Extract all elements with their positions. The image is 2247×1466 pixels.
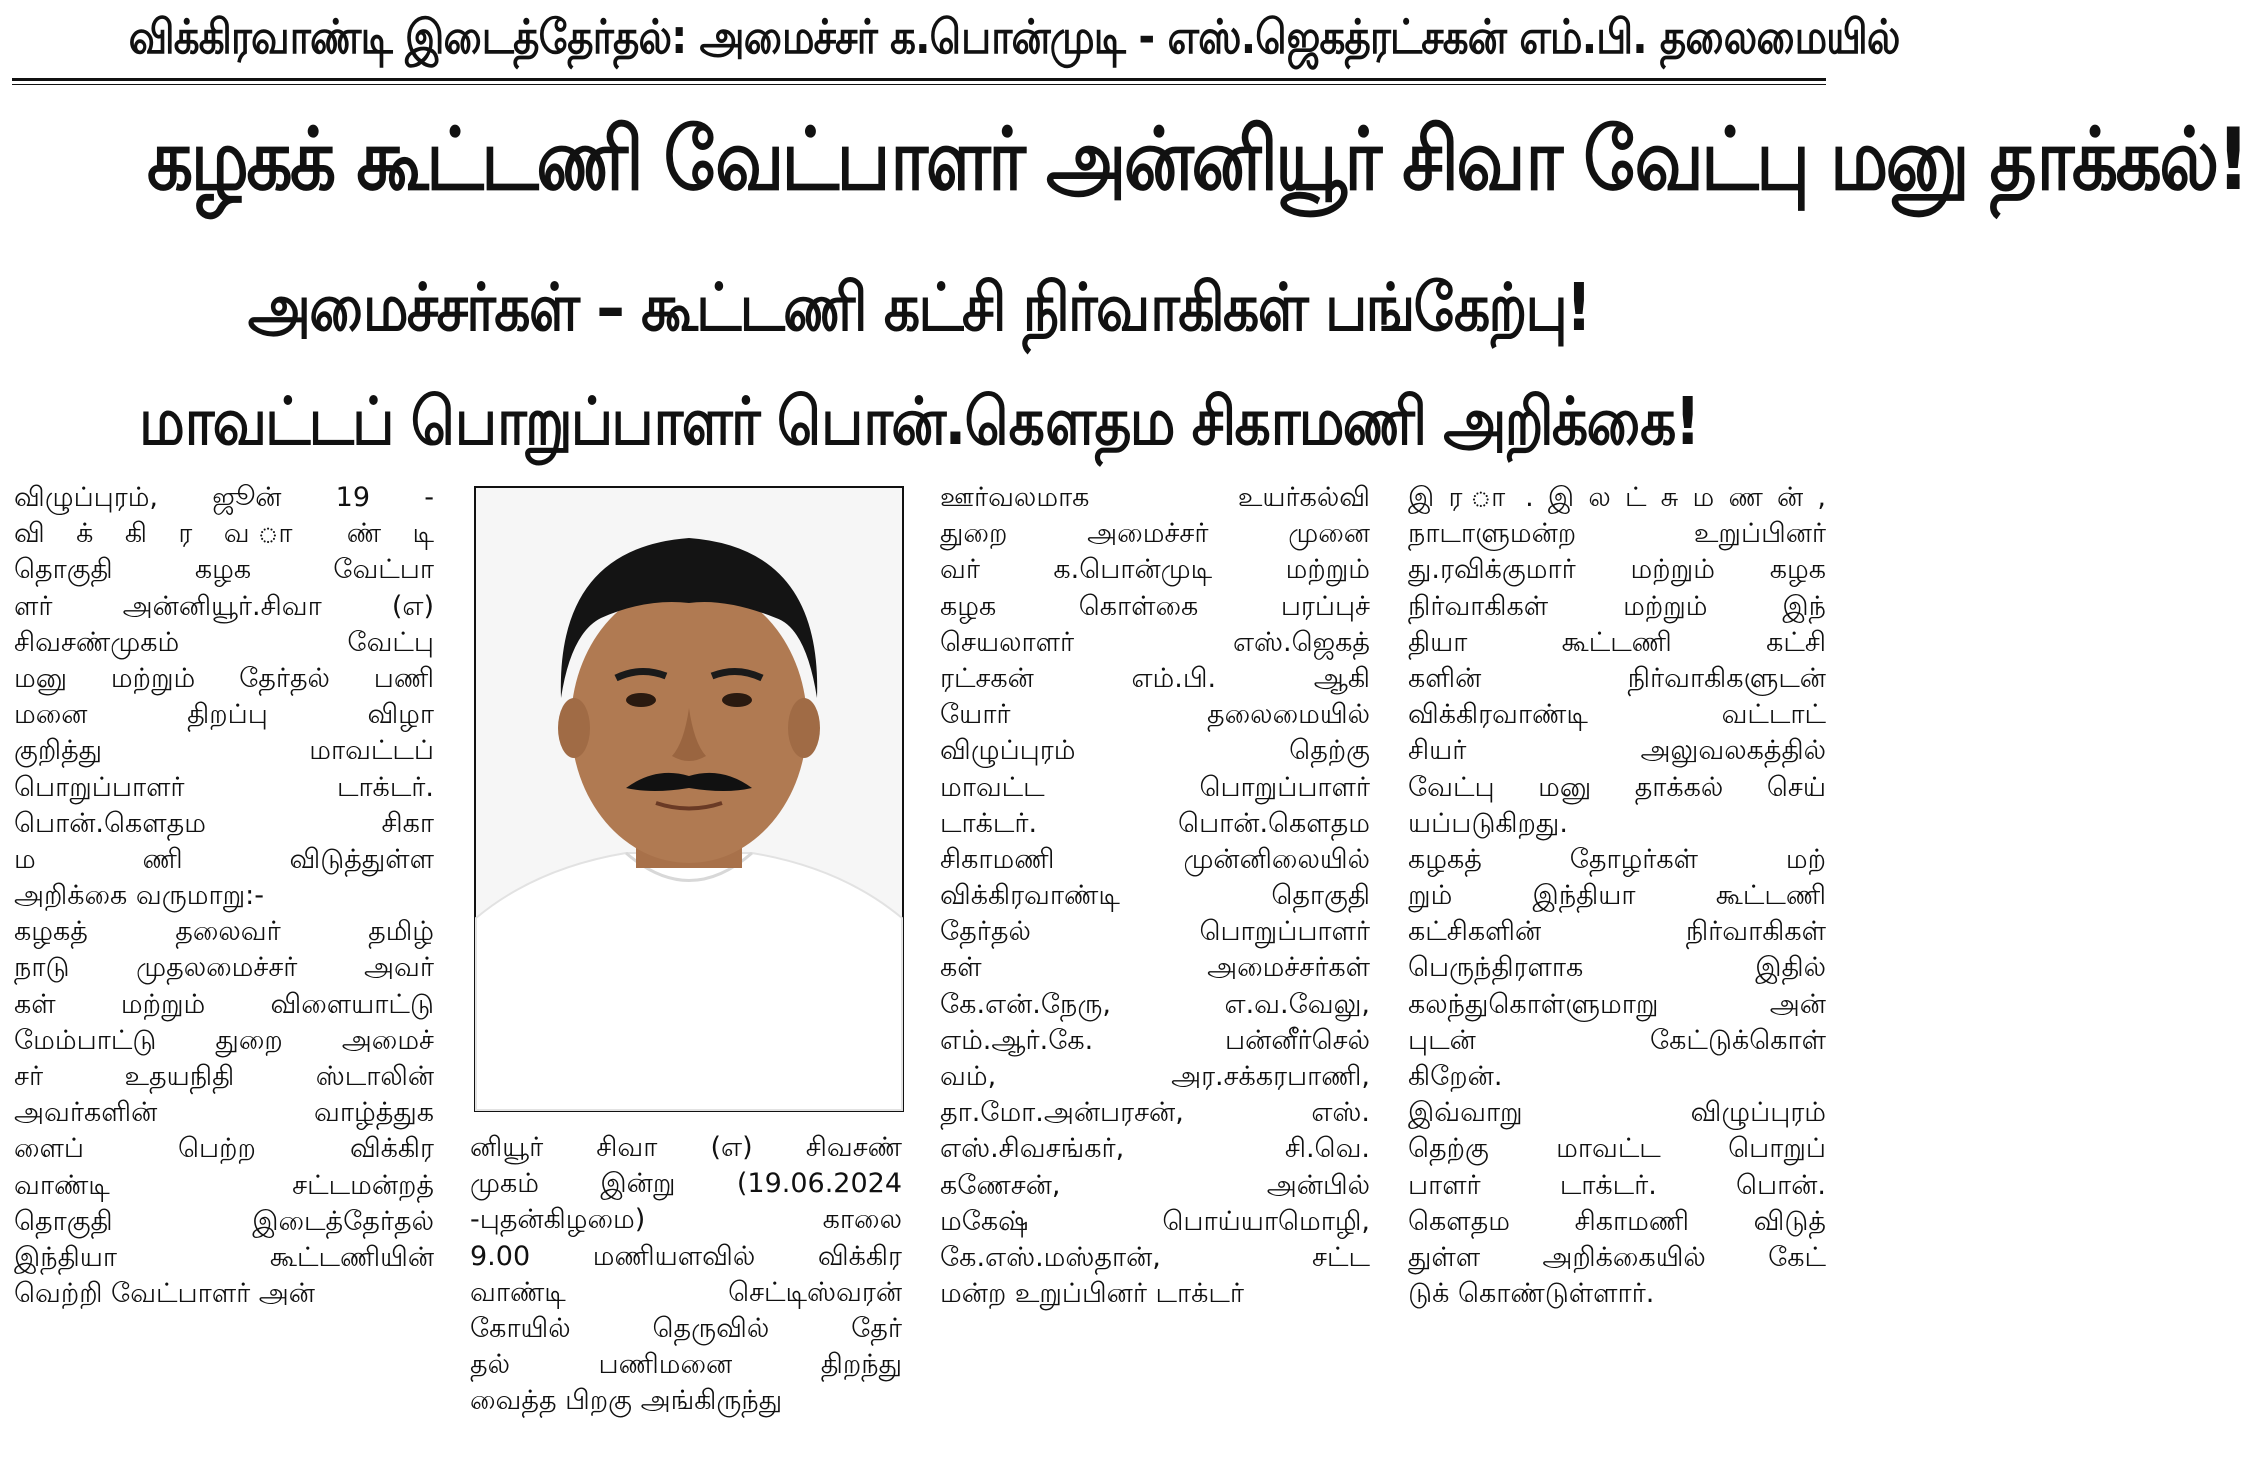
- text-line: புடன் கேட்டுக்கொள்: [1408, 1024, 1826, 1056]
- text-line: தொகுதி கழக வேட்பா: [14, 554, 434, 586]
- text-line: றும் இந்தியா கூட்டணி: [1408, 880, 1826, 912]
- text-line: சியர் அலுவலகத்தில்: [1408, 735, 1826, 767]
- text-line: குறித்து மாவட்டப்: [14, 735, 434, 767]
- text-line: விக்கிரவாண்டி வட்டாட்: [1408, 699, 1826, 731]
- text-line: இந்தியா கூட்டணியின்: [14, 1241, 434, 1273]
- text-line: நாடாளுமன்ற உறுப்பினர்: [1408, 518, 1826, 550]
- text-line: கட்சிகளின் நிர்வாகிகள்: [1408, 916, 1826, 948]
- text-line: ம ணி விடுத்துள்ள: [14, 843, 434, 875]
- text-line: எஸ்.சிவசங்கர், சி.வெ.: [940, 1133, 1370, 1165]
- text-line: கழகத் தோழர்கள் மற்: [1408, 843, 1826, 875]
- text-line: 9.00 மணியளவில் விக்கிர: [470, 1240, 902, 1272]
- article-column-3: [940, 480, 1370, 1312]
- text-line: வைத்த பிறகு அங்கிருந்து: [470, 1385, 783, 1417]
- text-line: மகேஷ் பொய்யாமொழி,: [940, 1205, 1370, 1237]
- text-line: விழுப்புரம், ஜூன் 19 -: [14, 482, 434, 513]
- text-line: கழக கொள்கை பரப்புச்: [940, 590, 1370, 622]
- text-line: தா.மோ.அன்பரசன், எஸ்.: [940, 1097, 1370, 1129]
- text-line: தேர்தல் பொறுப்பாளர்: [940, 916, 1370, 948]
- text-line: இவ்வாறு விழுப்புரம்: [1408, 1097, 1826, 1129]
- text-line: பொன்.கௌதம சிகா: [14, 807, 434, 839]
- text-line: மேம்பாட்டு துறை அமைச்: [14, 1024, 434, 1056]
- text-line: கழகத் தலைவர் தமிழ்: [14, 916, 434, 948]
- text-line: னியூர் சிவா (எ) சிவசண்: [470, 1132, 902, 1163]
- text-line: டாக்டர். பொன்.கௌதம: [940, 807, 1370, 839]
- article-column-1: [14, 480, 434, 1312]
- text-line: மனு மற்றும் தேர்தல் பணி: [14, 662, 434, 694]
- text-line: துள்ள அறிக்கையில் கேட்: [1408, 1241, 1826, 1273]
- candidate-photo: [474, 486, 904, 1112]
- text-line: துறை அமைச்சர் முனை: [940, 518, 1370, 550]
- text-line: தியா கூட்டணி கட்சி: [1408, 626, 1826, 658]
- text-line: வாண்டி செட்டிஸ்வரன்: [470, 1276, 902, 1308]
- text-line: நிர்வாகிகள் மற்றும் இந்: [1408, 590, 1826, 622]
- text-line: களின் நிர்வாகிகளுடன்: [1408, 662, 1826, 694]
- text-line: கலந்துகொள்ளுமாறு அன்: [1408, 988, 1826, 1020]
- text-line: டுக் கொண்டுள்ளார்.: [1408, 1278, 1655, 1310]
- article-column-2: [470, 1130, 902, 1420]
- text-line: ஊர்வலமாக உயர்கல்வி: [940, 482, 1370, 513]
- text-line: வர் க.பொன்முடி மற்றும்: [940, 554, 1370, 586]
- text-line: யோர் தலைமையில்: [940, 699, 1370, 731]
- text-line: இ ர ா . இ ல ட் சு ம ண ன் ,: [1408, 482, 1826, 513]
- text-line: யப்படுகிறது.: [1408, 807, 1568, 839]
- text-line: வம், அர.சக்கரபாணி,: [940, 1061, 1370, 1092]
- text-line: பொறுப்பாளர் டாக்டர்.: [14, 771, 434, 803]
- text-line: கௌதம சிகாமணி விடுத்: [1408, 1205, 1826, 1237]
- text-line: கோயில் தெருவில் தேர்: [470, 1312, 902, 1344]
- article-column-4: [1408, 480, 1826, 1312]
- text-line: நாடு முதலமைச்சர் அவர்: [14, 952, 434, 984]
- text-line: வெற்றி வேட்பாளர் அன்: [14, 1278, 315, 1310]
- text-line: பெருந்திரளாக இதில்: [1408, 952, 1826, 984]
- text-line: கிறேன்.: [1408, 1061, 1503, 1092]
- text-line: கணேசன், அன்பில்: [940, 1169, 1370, 1201]
- text-line: கள் மற்றும் விளையாட்டு: [14, 988, 434, 1020]
- subheadline-2: மாவட்டப் பொறுப்பாளர் பொன்.கௌதம சிகாமணி அறிக்கை!: [139, 383, 1699, 460]
- text-line: பாளர் டாக்டர். பொன்.: [1408, 1169, 1826, 1201]
- text-line: ளர் அன்னியூர்.சிவா (எ): [14, 590, 434, 622]
- text-line: எம்.ஆர்.கே. பன்னீர்செல்: [940, 1024, 1370, 1056]
- text-line: தொகுதி இடைத்தேர்தல்: [14, 1205, 434, 1237]
- text-line: சிவசண்முகம் வேட்பு: [14, 626, 434, 658]
- text-line: ளைப் பெற்ற விக்கிர: [14, 1133, 434, 1165]
- text-line: சிகாமணி முன்னிலையில்: [940, 843, 1370, 875]
- text-line: செயலாளர் எஸ்.ஜெகத்: [940, 626, 1370, 658]
- text-line: வாண்டி சட்டமன்றத்: [14, 1169, 434, 1201]
- text-line: விழுப்புரம் தெற்கு: [940, 735, 1370, 767]
- text-line: அறிக்கை வருமாறு:-: [14, 880, 265, 912]
- divider-rule: [12, 78, 1826, 81]
- kicker-line: விக்கிரவாண்டி இடைத்தேர்தல்: அமைச்சர் க.பொன்முடி - எஸ்.ஜெகத்ரட்சகன் எம்.பி. தலைமையில்: [128, 10, 1900, 65]
- text-line: மாவட்ட பொறுப்பாளர்: [940, 771, 1370, 803]
- divider-rule-thin: [12, 84, 1826, 85]
- portrait-illustration: [476, 488, 902, 1110]
- text-line: விக்கிரவாண்டி தொகுதி: [940, 880, 1370, 912]
- text-line: மன்ற உறுப்பினர் டாக்டர்: [940, 1278, 1244, 1310]
- text-line: அவர்களின் வாழ்த்துக: [14, 1097, 434, 1129]
- subheadline-1: அமைச்சர்கள் – கூட்டணி கட்சி நிர்வாகிகள் பங்கேற்பு!: [247, 269, 1591, 346]
- text-line: வி க் கி ர வ ா ண் டி: [14, 518, 434, 550]
- text-line: கே.எஸ்.மஸ்தான், சட்ட: [940, 1241, 1370, 1273]
- text-line: -புதன்கிழமை) காலை: [470, 1204, 902, 1236]
- text-line: து.ரவிக்குமார் மற்றும் கழக: [1408, 554, 1826, 586]
- text-line: முகம் இன்று (19.06.2024: [470, 1168, 902, 1200]
- text-line: தல் பணிமனை திறந்து: [470, 1349, 902, 1381]
- text-line: மனை திறப்பு விழா: [14, 699, 434, 731]
- text-line: சர் உதயநிதி ஸ்டாலின்: [14, 1061, 434, 1092]
- text-line: தெற்கு மாவட்ட பொறுப்: [1408, 1133, 1826, 1165]
- main-headline: கழகக் கூட்டணி வேட்பாளர் அன்னியூர் சிவா வேட்பு மனு தாக்கல்!: [147, 110, 2247, 210]
- text-line: வேட்பு மனு தாக்கல் செய்: [1408, 771, 1826, 803]
- text-line: கள் அமைச்சர்கள்: [940, 952, 1370, 984]
- text-line: ரட்சகன் எம்.பி. ஆகி: [940, 662, 1370, 694]
- text-line: கே.என்.நேரு, எ.வ.வேலு,: [940, 988, 1370, 1020]
